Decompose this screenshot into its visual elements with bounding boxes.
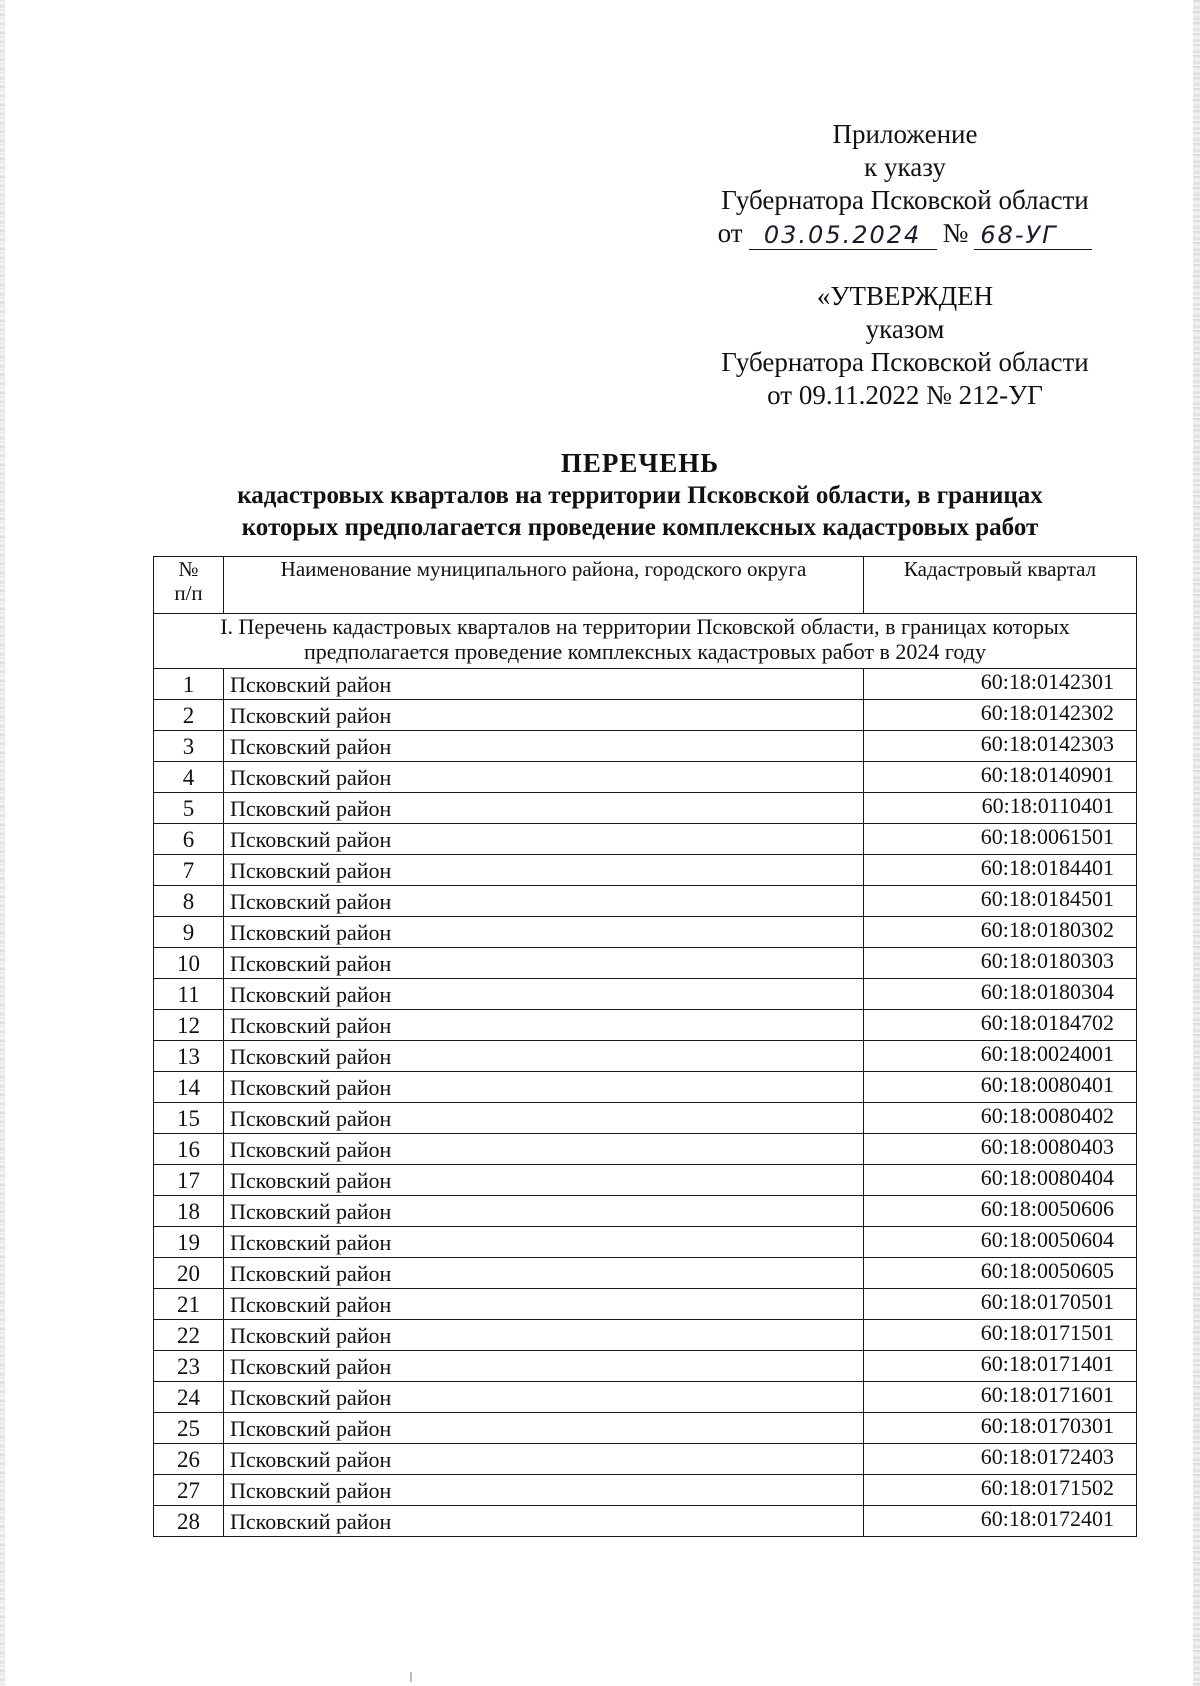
row-municipality: Псковский район xyxy=(224,855,864,886)
row-municipality: Псковский район xyxy=(224,1506,864,1537)
row-municipality: Псковский район xyxy=(224,1041,864,1072)
row-municipality: Псковский район xyxy=(224,1351,864,1382)
row-cadastral-quarter: 60:18:0171501 xyxy=(864,1320,1137,1351)
row-number: 21 xyxy=(154,1289,224,1320)
row-number: 10 xyxy=(154,948,224,979)
row-number: 6 xyxy=(154,824,224,855)
row-municipality: Псковский район xyxy=(224,669,864,700)
row-cadastral-quarter: 60:18:0184401 xyxy=(864,855,1137,886)
section-title-line-1: I. Перечень кадастровых кварталов на территории Псковской области, в границах которых xyxy=(220,614,1070,639)
row-number: 18 xyxy=(154,1196,224,1227)
row-number: 26 xyxy=(154,1444,224,1475)
row-municipality: Псковский район xyxy=(224,886,864,917)
table-row xyxy=(154,1165,1137,1196)
handwritten-date: 03.05.2024 xyxy=(749,221,937,250)
section-row xyxy=(154,614,1137,669)
row-cadastral-quarter: 60:18:0024001 xyxy=(864,1041,1137,1072)
header-number-line-2: п/п xyxy=(174,581,203,605)
row-cadastral-quarter: 60:18:0061501 xyxy=(864,824,1137,855)
scan-edge-right xyxy=(1193,0,1200,1686)
row-cadastral-quarter: 60:18:0172401 xyxy=(864,1506,1137,1537)
row-municipality: Псковский район xyxy=(224,1103,864,1134)
header-number-line-1: № xyxy=(178,557,199,581)
section-title-line-2: предполагается проведение комплексных кадастровых работ в 2024 году xyxy=(304,639,986,664)
row-cadastral-quarter: 60:18:0180302 xyxy=(864,917,1137,948)
row-cadastral-quarter: 60:18:0184501 xyxy=(864,886,1137,917)
row-municipality: Псковский район xyxy=(224,948,864,979)
table-header-row xyxy=(154,557,1137,614)
table-row xyxy=(154,1041,1137,1072)
table-row xyxy=(154,1475,1137,1506)
row-cadastral-quarter: 60:18:0080402 xyxy=(864,1103,1137,1134)
row-municipality: Псковский район xyxy=(224,1413,864,1444)
row-municipality: Псковский район xyxy=(224,700,864,731)
row-number: 2 xyxy=(154,700,224,731)
row-number: 3 xyxy=(154,731,224,762)
row-cadastral-quarter: 60:18:0184702 xyxy=(864,1010,1137,1041)
table-row xyxy=(154,700,1137,731)
table-row xyxy=(154,1072,1137,1103)
table-row xyxy=(154,731,1137,762)
approved-line-4: от 09.11.2022 № 212-УГ xyxy=(767,380,1043,410)
row-municipality: Псковский район xyxy=(224,1258,864,1289)
row-cadastral-quarter: 60:18:0080401 xyxy=(864,1072,1137,1103)
row-cadastral-quarter: 60:18:0080404 xyxy=(864,1165,1137,1196)
table-row xyxy=(154,948,1137,979)
table-row xyxy=(154,1196,1137,1227)
row-cadastral-quarter: 60:18:0171502 xyxy=(864,1475,1137,1506)
table-row xyxy=(154,1413,1137,1444)
scan-edge-left xyxy=(0,0,5,1686)
decree-date-number-row xyxy=(680,217,1130,250)
row-cadastral-quarter: 60:18:0142303 xyxy=(864,731,1137,762)
row-number: 22 xyxy=(154,1320,224,1351)
table-row xyxy=(154,886,1137,917)
table-row xyxy=(154,1289,1137,1320)
row-municipality: Псковский район xyxy=(224,1444,864,1475)
header-cadastral-quarter: Кадастровый квартал xyxy=(864,557,1137,614)
row-number: 14 xyxy=(154,1072,224,1103)
handwritten-number: 68-УГ xyxy=(974,221,1092,250)
from-label: от xyxy=(717,218,743,248)
row-number: 25 xyxy=(154,1413,224,1444)
document-title xyxy=(150,446,1130,544)
row-municipality: Псковский район xyxy=(224,979,864,1010)
appendix-line-3: Губернатора Псковской области xyxy=(721,185,1089,215)
row-number: 17 xyxy=(154,1165,224,1196)
table-row xyxy=(154,917,1137,948)
row-number: 24 xyxy=(154,1382,224,1413)
header-number xyxy=(154,557,224,614)
row-cadastral-quarter: 60:18:0142302 xyxy=(864,700,1137,731)
scan-artifact xyxy=(410,1672,412,1682)
approved-block xyxy=(680,280,1130,412)
row-number: 4 xyxy=(154,762,224,793)
row-cadastral-quarter: 60:18:0110401 xyxy=(864,793,1137,824)
row-number: 9 xyxy=(154,917,224,948)
row-municipality: Псковский район xyxy=(224,793,864,824)
row-number: 7 xyxy=(154,855,224,886)
table-row xyxy=(154,1134,1137,1165)
table-row xyxy=(154,1010,1137,1041)
row-number: 13 xyxy=(154,1041,224,1072)
row-cadastral-quarter: 60:18:0171401 xyxy=(864,1351,1137,1382)
row-cadastral-quarter: 60:18:0170301 xyxy=(864,1413,1137,1444)
row-municipality: Псковский район xyxy=(224,1227,864,1258)
row-municipality: Псковский район xyxy=(224,1134,864,1165)
section-title xyxy=(154,614,1137,669)
row-cadastral-quarter: 60:18:0142301 xyxy=(864,669,1137,700)
approved-line-3: Губернатора Псковской области xyxy=(721,347,1089,377)
row-number: 12 xyxy=(154,1010,224,1041)
row-number: 23 xyxy=(154,1351,224,1382)
row-cadastral-quarter: 60:18:0172403 xyxy=(864,1444,1137,1475)
row-number: 19 xyxy=(154,1227,224,1258)
row-cadastral-quarter: 60:18:0171601 xyxy=(864,1382,1137,1413)
row-cadastral-quarter: 60:18:0180303 xyxy=(864,948,1137,979)
table-row xyxy=(154,1227,1137,1258)
row-number: 27 xyxy=(154,1475,224,1506)
number-label: № xyxy=(942,218,969,248)
row-number: 8 xyxy=(154,886,224,917)
row-number: 11 xyxy=(154,979,224,1010)
row-municipality: Псковский район xyxy=(224,1010,864,1041)
row-municipality: Псковский район xyxy=(224,1289,864,1320)
row-municipality: Псковский район xyxy=(224,917,864,948)
row-number: 5 xyxy=(154,793,224,824)
header-municipality: Наименование муниципального района, городского округа xyxy=(224,557,864,614)
row-cadastral-quarter: 60:18:0180304 xyxy=(864,979,1137,1010)
table-row xyxy=(154,1351,1137,1382)
cadastral-quarters-table xyxy=(153,556,1137,1537)
row-cadastral-quarter: 60:18:0080403 xyxy=(864,1134,1137,1165)
appendix-line-1: Приложение xyxy=(832,119,978,149)
row-municipality: Псковский район xyxy=(224,1382,864,1413)
title-subtitle-line-1: кадастровых кварталов на территории Псковской области, в границах xyxy=(237,482,1043,509)
appendix-line-2: к указу xyxy=(864,152,946,182)
row-municipality: Псковский район xyxy=(224,731,864,762)
appendix-block xyxy=(680,118,1130,250)
row-municipality: Псковский район xyxy=(224,824,864,855)
row-number: 1 xyxy=(154,669,224,700)
table-row xyxy=(154,1258,1137,1289)
title-subtitle-line-2: которых предполагается проведение комплексных кадастровых работ xyxy=(241,514,1039,541)
row-municipality: Псковский район xyxy=(224,1320,864,1351)
row-municipality: Псковский район xyxy=(224,1165,864,1196)
approved-line-2: указом xyxy=(865,314,945,344)
table-row xyxy=(154,1320,1137,1351)
row-cadastral-quarter: 60:18:0050604 xyxy=(864,1227,1137,1258)
title-heading: ПЕРЕЧЕНЬ xyxy=(560,448,720,478)
approved-line-1: «УТВЕРЖДЕН xyxy=(816,281,994,311)
table-row xyxy=(154,1382,1137,1413)
table-row xyxy=(154,1506,1137,1537)
row-number: 28 xyxy=(154,1506,224,1537)
row-cadastral-quarter: 60:18:0140901 xyxy=(864,762,1137,793)
row-cadastral-quarter: 60:18:0050605 xyxy=(864,1258,1137,1289)
table-row xyxy=(154,824,1137,855)
table-row xyxy=(154,1103,1137,1134)
table-row xyxy=(154,762,1137,793)
table-row xyxy=(154,979,1137,1010)
table-row xyxy=(154,855,1137,886)
table-row xyxy=(154,793,1137,824)
row-cadastral-quarter: 60:18:0050606 xyxy=(864,1196,1137,1227)
row-cadastral-quarter: 60:18:0170501 xyxy=(864,1289,1137,1320)
table-row xyxy=(154,669,1137,700)
row-number: 20 xyxy=(154,1258,224,1289)
row-number: 15 xyxy=(154,1103,224,1134)
row-municipality: Псковский район xyxy=(224,1475,864,1506)
row-municipality: Псковский район xyxy=(224,762,864,793)
table-row xyxy=(154,1444,1137,1475)
row-number: 16 xyxy=(154,1134,224,1165)
row-municipality: Псковский район xyxy=(224,1072,864,1103)
row-municipality: Псковский район xyxy=(224,1196,864,1227)
